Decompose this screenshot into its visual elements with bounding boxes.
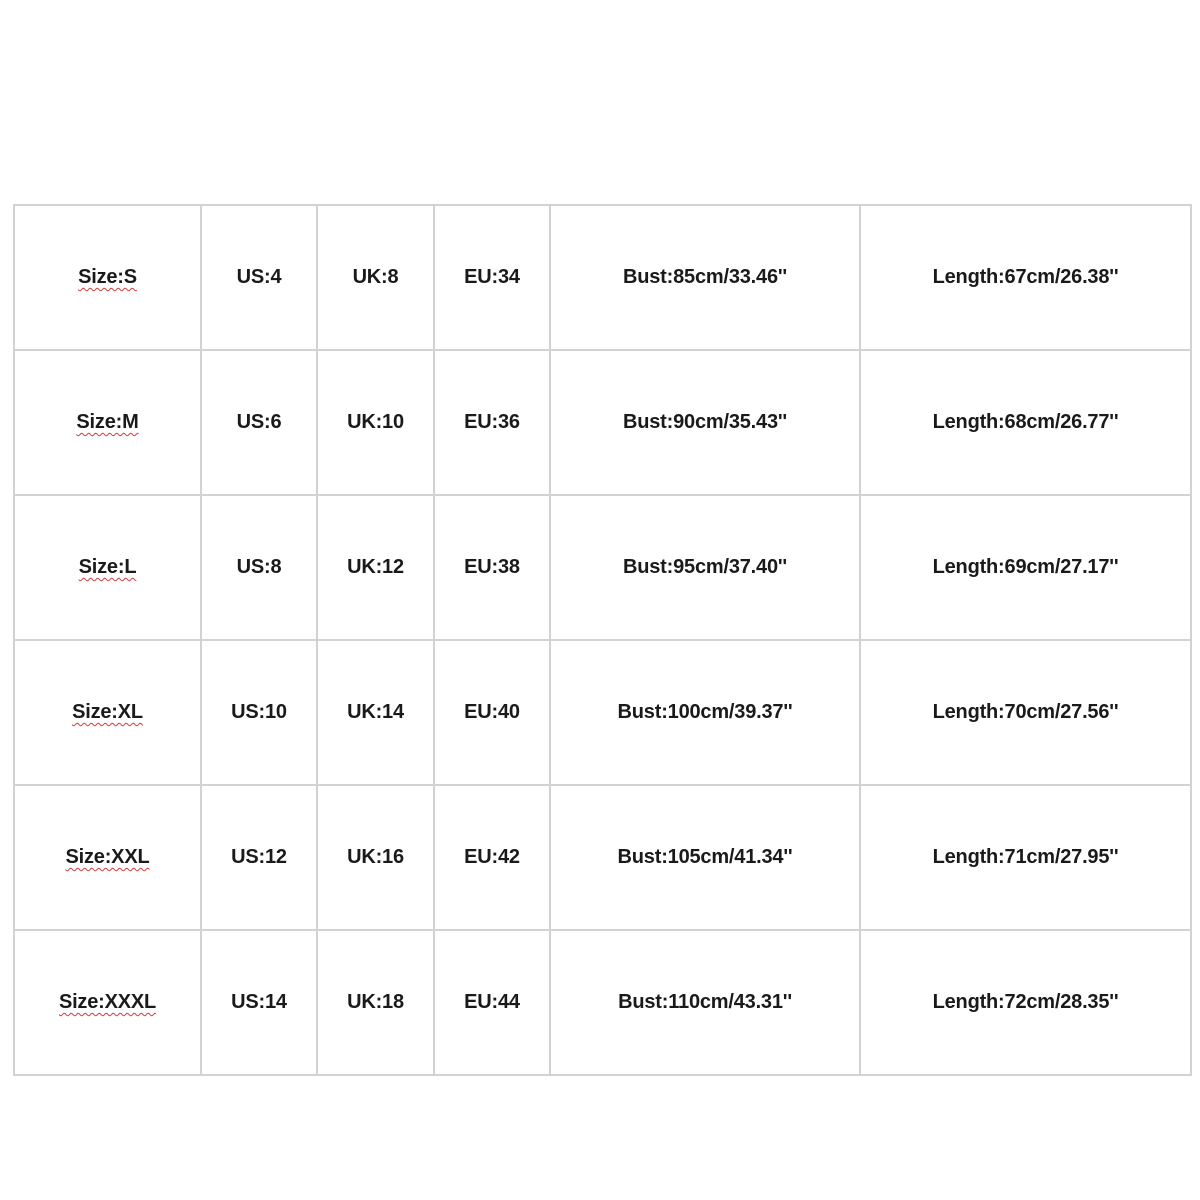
bust-cell: Bust:95cm/37.40'' — [550, 495, 860, 640]
eu-size-cell: EU:40 — [434, 640, 550, 785]
length-cell: Length:72cm/28.35'' — [860, 930, 1191, 1075]
bust-cell: Bust:110cm/43.31'' — [550, 930, 860, 1075]
eu-size-cell: EU:34 — [434, 205, 550, 350]
us-size-cell: US:14 — [201, 930, 317, 1075]
size-label: Size:L — [78, 556, 137, 578]
length-cell: Length:67cm/26.38'' — [860, 205, 1191, 350]
length-cell: Length:69cm/27.17'' — [860, 495, 1191, 640]
size-chart-table — [13, 204, 1192, 1076]
uk-size-cell: UK:8 — [317, 205, 434, 350]
bust-cell: Bust:100cm/39.37'' — [550, 640, 860, 785]
us-size-cell: US:6 — [201, 350, 317, 495]
uk-size-cell: UK:10 — [317, 350, 434, 495]
size-cell — [14, 495, 201, 640]
size-cell — [14, 640, 201, 785]
size-cell — [14, 785, 201, 930]
size-cell — [14, 205, 201, 350]
size-label: Size:S — [78, 266, 137, 288]
length-cell: Length:70cm/27.56'' — [860, 640, 1191, 785]
table-row — [14, 785, 1191, 930]
us-size-cell: US:12 — [201, 785, 317, 930]
uk-size-cell: UK:18 — [317, 930, 434, 1075]
length-cell: Length:71cm/27.95'' — [860, 785, 1191, 930]
us-size-cell: US:8 — [201, 495, 317, 640]
size-label: Size:M — [76, 411, 139, 433]
eu-size-cell: EU:36 — [434, 350, 550, 495]
size-label: Size:XXL — [65, 846, 150, 868]
size-cell — [14, 350, 201, 495]
uk-size-cell: UK:12 — [317, 495, 434, 640]
size-label: Size:XXXL — [58, 991, 157, 1013]
bust-cell: Bust:105cm/41.34'' — [550, 785, 860, 930]
bust-cell: Bust:90cm/35.43'' — [550, 350, 860, 495]
bust-cell: Bust:85cm/33.46'' — [550, 205, 860, 350]
table-row — [14, 930, 1191, 1075]
table-row — [14, 640, 1191, 785]
table-row — [14, 350, 1191, 495]
uk-size-cell: UK:14 — [317, 640, 434, 785]
table-row — [14, 205, 1191, 350]
length-cell: Length:68cm/26.77'' — [860, 350, 1191, 495]
us-size-cell: US:10 — [201, 640, 317, 785]
size-label: Size:XL — [72, 701, 143, 723]
eu-size-cell: EU:38 — [434, 495, 550, 640]
size-cell — [14, 930, 201, 1075]
uk-size-cell: UK:16 — [317, 785, 434, 930]
eu-size-cell: EU:44 — [434, 930, 550, 1075]
us-size-cell: US:4 — [201, 205, 317, 350]
eu-size-cell: EU:42 — [434, 785, 550, 930]
table-row — [14, 495, 1191, 640]
